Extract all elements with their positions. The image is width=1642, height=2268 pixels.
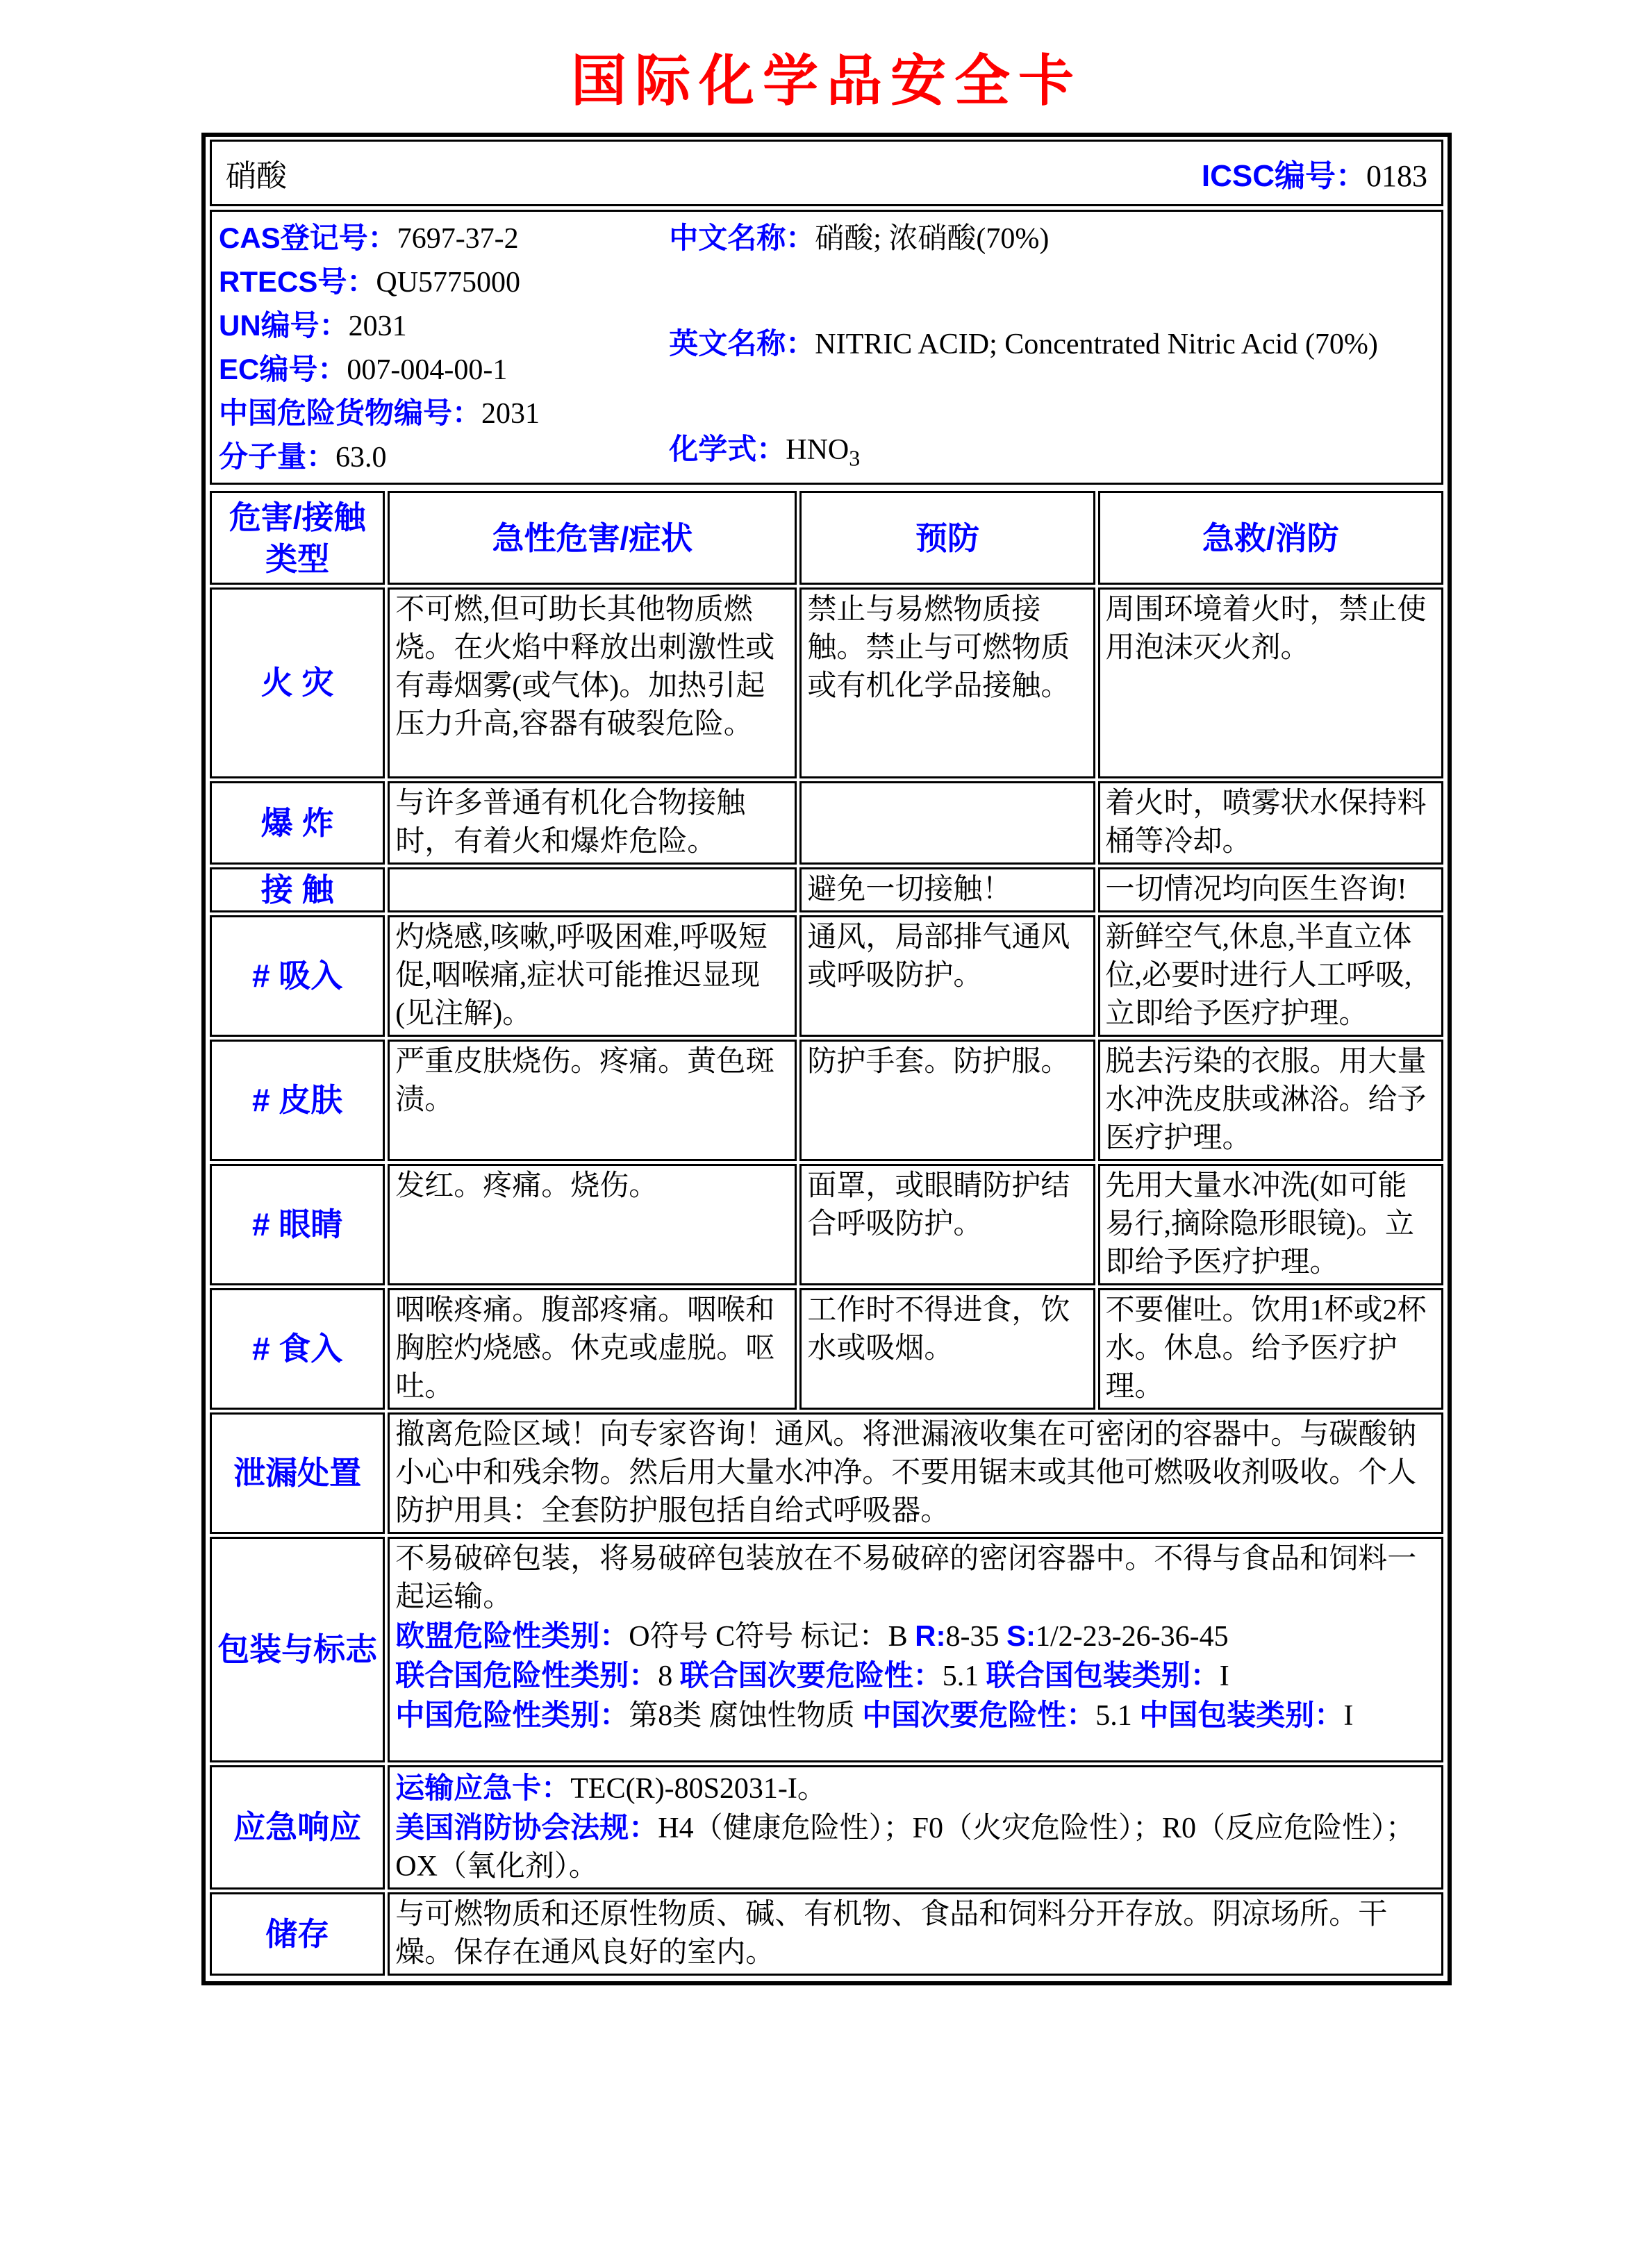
id-row-ec bbox=[219, 350, 669, 390]
ec-value: 007-004-00-1 bbox=[347, 354, 508, 386]
icsc-number-value: 0183 bbox=[1366, 159, 1427, 193]
header-hazard-type bbox=[210, 491, 385, 585]
explosion-firstaid-cell: 着火时，喷雾状水保持料桶等冷却。 bbox=[1098, 781, 1443, 865]
ingestion-symptom-cell: 咽喉疼痛。腹部疼痛。咽喉和胸腔灼烧感。休克或虚脱。呕吐。 bbox=[388, 1288, 797, 1410]
skin-firstaid-cell: 脱去污染的衣服。用大量水冲洗皮肤或淋浴。给予医疗护理。 bbox=[1098, 1040, 1443, 1161]
inhalation-symptom-cell: 灼烧感,咳嗽,呼吸困难,呼吸短促,咽喉痛,症状可能推迟显现(见注解)。 bbox=[388, 915, 797, 1037]
english-name-label: 英文名称： bbox=[669, 326, 815, 360]
id-row-un bbox=[219, 306, 669, 346]
eu-class-line bbox=[395, 1617, 1436, 1656]
exposure-symptom-cell bbox=[388, 867, 797, 912]
exposure-firstaid-cell: 一切情况均向医生咨询! bbox=[1098, 867, 1443, 912]
hazard-row-fire bbox=[210, 587, 1443, 778]
header-symptoms: 急性危害/症状 bbox=[388, 491, 797, 585]
tec-value: TEC(R)-80S2031-I。 bbox=[570, 1773, 827, 1805]
hazard-row-skin bbox=[210, 1040, 1443, 1161]
hazard-header-row bbox=[210, 491, 1443, 585]
r-phrases-value: 8-35 bbox=[945, 1621, 1006, 1653]
header-firstaid: 急救/消防 bbox=[1098, 491, 1443, 585]
s-phrases-value: 1/2-23-26-36-45 bbox=[1035, 1621, 1229, 1653]
formula-subscript: 3 bbox=[849, 444, 861, 470]
id-row-rtecs bbox=[219, 262, 669, 302]
nfpa-line bbox=[395, 1808, 1436, 1886]
id-right-column bbox=[669, 219, 1436, 477]
skin-prevention-cell: 防护手套。防护服。 bbox=[799, 1040, 1095, 1161]
spill-label: 泄漏处置 bbox=[210, 1412, 385, 1534]
chinese-name-row bbox=[669, 219, 1436, 258]
cn-pack-group-value: I bbox=[1343, 1700, 1354, 1732]
exposure-label: 接 触 bbox=[210, 867, 385, 912]
hazard-row-eyes bbox=[210, 1164, 1443, 1285]
tec-label: 运输应急卡： bbox=[395, 1771, 571, 1804]
fire-label: 火 灾 bbox=[210, 587, 385, 778]
nfpa-value: H4（健康危险性）；F0（火灾危险性）；R0（反应危险性）；OX（氧化剂）。 bbox=[395, 1812, 1415, 1883]
hazard-row-ingestion bbox=[210, 1288, 1443, 1410]
inhalation-label: # 吸入 bbox=[210, 915, 385, 1037]
skin-label: # 皮肤 bbox=[210, 1040, 385, 1161]
header-hazard-type-line1: 危害/接触 bbox=[229, 499, 366, 535]
storage-label: 储存 bbox=[210, 1892, 385, 1976]
hazard-table bbox=[207, 488, 1446, 1978]
icsc-number bbox=[1202, 151, 1427, 195]
id-left-column bbox=[219, 219, 669, 477]
eu-class-label: 欧盟危险性类别： bbox=[395, 1619, 629, 1652]
rtecs-value: QU5775000 bbox=[376, 267, 521, 299]
packaging-intro-text: 不易破碎包装，将易破碎包装放在不易破碎的密闭容器中。不得与食品和饲料一起运输。 bbox=[395, 1543, 1417, 1613]
exposure-prevention-cell: 避免一切接触！ bbox=[799, 867, 1095, 912]
molweight-label: 分子量： bbox=[219, 440, 336, 473]
emergency-label: 应急响应 bbox=[210, 1765, 385, 1890]
cn-sub-risk-value: 5.1 bbox=[1095, 1700, 1140, 1732]
chinese-name-label: 中文名称： bbox=[669, 222, 815, 254]
storage-row bbox=[210, 1892, 1443, 1976]
formula-value: HNO bbox=[786, 433, 849, 466]
nfpa-label: 美国消防协会法规： bbox=[395, 1811, 658, 1844]
chinese-name-value: 硝酸; 浓硝酸(70%) bbox=[815, 223, 1050, 255]
icsc-number-label: ICSC编号： bbox=[1201, 159, 1366, 193]
china-dg-value: 2031 bbox=[481, 398, 540, 430]
formula-row bbox=[669, 430, 1436, 477]
ec-label: EC编号： bbox=[219, 353, 347, 385]
un-sub-risk-label: 联合国次要危险性： bbox=[679, 1659, 943, 1692]
un-class-line bbox=[395, 1656, 1436, 1696]
packaging-text-cell bbox=[388, 1537, 1443, 1762]
un-class-value: 8 bbox=[658, 1660, 680, 1692]
explosion-symptom-cell: 与许多普通有机化合物接触时，有着火和爆炸危险。 bbox=[388, 781, 797, 865]
packaging-row bbox=[210, 1537, 1443, 1762]
skin-symptom-cell: 严重皮肤烧伤。疼痛。黄色斑渍。 bbox=[388, 1040, 797, 1161]
ingestion-firstaid-cell: 不要催吐。饮用1杯或2杯水。休息。给予医疗护理。 bbox=[1098, 1288, 1443, 1410]
cn-class-label: 中国危险性类别： bbox=[395, 1699, 629, 1731]
safety-card bbox=[201, 133, 1452, 1985]
ingestion-prevention-cell: 工作时不得进食，饮水或吸烟。 bbox=[799, 1288, 1095, 1410]
id-row-china-dg bbox=[219, 394, 669, 433]
id-row-cas bbox=[219, 219, 669, 258]
packaging-intro bbox=[395, 1540, 1436, 1617]
cn-class-value: 第8类 腐蚀性物质 bbox=[629, 1700, 863, 1732]
emergency-row bbox=[210, 1765, 1443, 1890]
english-name-row bbox=[669, 324, 1436, 364]
china-dg-label: 中国危险货物编号： bbox=[219, 397, 482, 429]
fire-prevention-cell: 禁止与易燃物质接触。禁止与可燃物质或有机化学品接触。 bbox=[799, 587, 1095, 778]
eyes-label: # 眼睛 bbox=[210, 1164, 385, 1285]
un-pack-group-value: I bbox=[1219, 1660, 1229, 1692]
explosion-label: 爆 炸 bbox=[210, 781, 385, 865]
cas-label: CAS登记号： bbox=[219, 222, 397, 254]
spill-row bbox=[210, 1412, 1443, 1534]
card-header bbox=[210, 140, 1443, 206]
hazard-row-explosion bbox=[210, 781, 1443, 865]
cas-value: 7697-37-2 bbox=[397, 223, 519, 255]
un-value: 2031 bbox=[348, 310, 407, 342]
explosion-prevention-cell bbox=[799, 781, 1095, 865]
cn-pack-group-label: 中国包装类别： bbox=[1139, 1699, 1344, 1731]
eyes-prevention-cell: 面罩，或眼睛防护结合呼吸防护。 bbox=[799, 1164, 1095, 1285]
eu-class-value: O符号 C符号 标记：B bbox=[629, 1621, 915, 1653]
hazard-row-inhalation bbox=[210, 915, 1443, 1037]
formula-label: 化学式： bbox=[669, 432, 786, 465]
emergency-text-cell bbox=[388, 1765, 1443, 1890]
packaging-label: 包装与标志 bbox=[210, 1537, 385, 1762]
inhalation-firstaid-cell: 新鲜空气,休息,半直立体位,必要时进行人工呼吸,立即给予医疗护理。 bbox=[1098, 915, 1443, 1037]
tec-line bbox=[395, 1769, 1436, 1808]
english-name-value: NITRIC ACID; Concentrated Nitric Acid (70%) bbox=[815, 328, 1378, 360]
un-sub-risk-value: 5.1 bbox=[942, 1660, 986, 1692]
spill-text-cell: 撤离危险区域！向专家咨询！通风。将泄漏液收集在可密闭的容器中。与碳酸钠小心中和残余物。然后用大量水冲净。不要用锯末或其他可燃吸收剂吸收。个人防护用具：全套防护服包括自给式呼吸器。 bbox=[388, 1412, 1443, 1534]
eyes-firstaid-cell: 先用大量水冲洗(如可能易行,摘除隐形眼镜)。立即给予医疗护理。 bbox=[1098, 1164, 1443, 1285]
inhalation-prevention-cell: 通风，局部排气通风或呼吸防护。 bbox=[799, 915, 1095, 1037]
identification-section bbox=[210, 210, 1443, 485]
cn-sub-risk-label: 中国次要危险性： bbox=[862, 1699, 1096, 1731]
un-label: UN编号： bbox=[219, 309, 349, 342]
ingestion-label: # 食入 bbox=[210, 1288, 385, 1410]
r-phrases-label: R: bbox=[915, 1619, 946, 1652]
cn-class-line bbox=[395, 1696, 1436, 1735]
fire-symptom-cell: 不可燃,但可助长其他物质燃烧。在火焰中释放出刺激性或有毒烟雾(或气体)。加热引起压力升高,容器有破裂危险。 bbox=[388, 587, 797, 778]
storage-text-cell: 与可燃物质和还原性物质、碱、有机物、食品和饲料分开存放。阴凉场所。干燥。保存在通风良好的室内。 bbox=[388, 1892, 1443, 1976]
hazard-row-exposure bbox=[210, 867, 1443, 912]
page-title: 国际化学品安全卡 bbox=[571, 51, 1082, 112]
molweight-value: 63.0 bbox=[335, 442, 387, 474]
header-hazard-type-line2: 类型 bbox=[265, 540, 330, 577]
rtecs-label: RTECS号： bbox=[219, 265, 376, 298]
fire-firstaid-cell: 周围环境着火时，禁止使用泡沫灭火剂。 bbox=[1098, 587, 1443, 778]
un-pack-group-label: 联合国包装类别： bbox=[986, 1659, 1220, 1692]
un-class-label: 联合国危险性类别： bbox=[395, 1659, 658, 1692]
substance-name: 硝酸 bbox=[226, 159, 287, 193]
s-phrases-label: S: bbox=[1006, 1619, 1036, 1652]
header-prevention: 预防 bbox=[799, 491, 1095, 585]
eyes-symptom-cell: 发红。疼痛。烧伤。 bbox=[388, 1164, 797, 1285]
id-row-molweight bbox=[219, 437, 669, 477]
